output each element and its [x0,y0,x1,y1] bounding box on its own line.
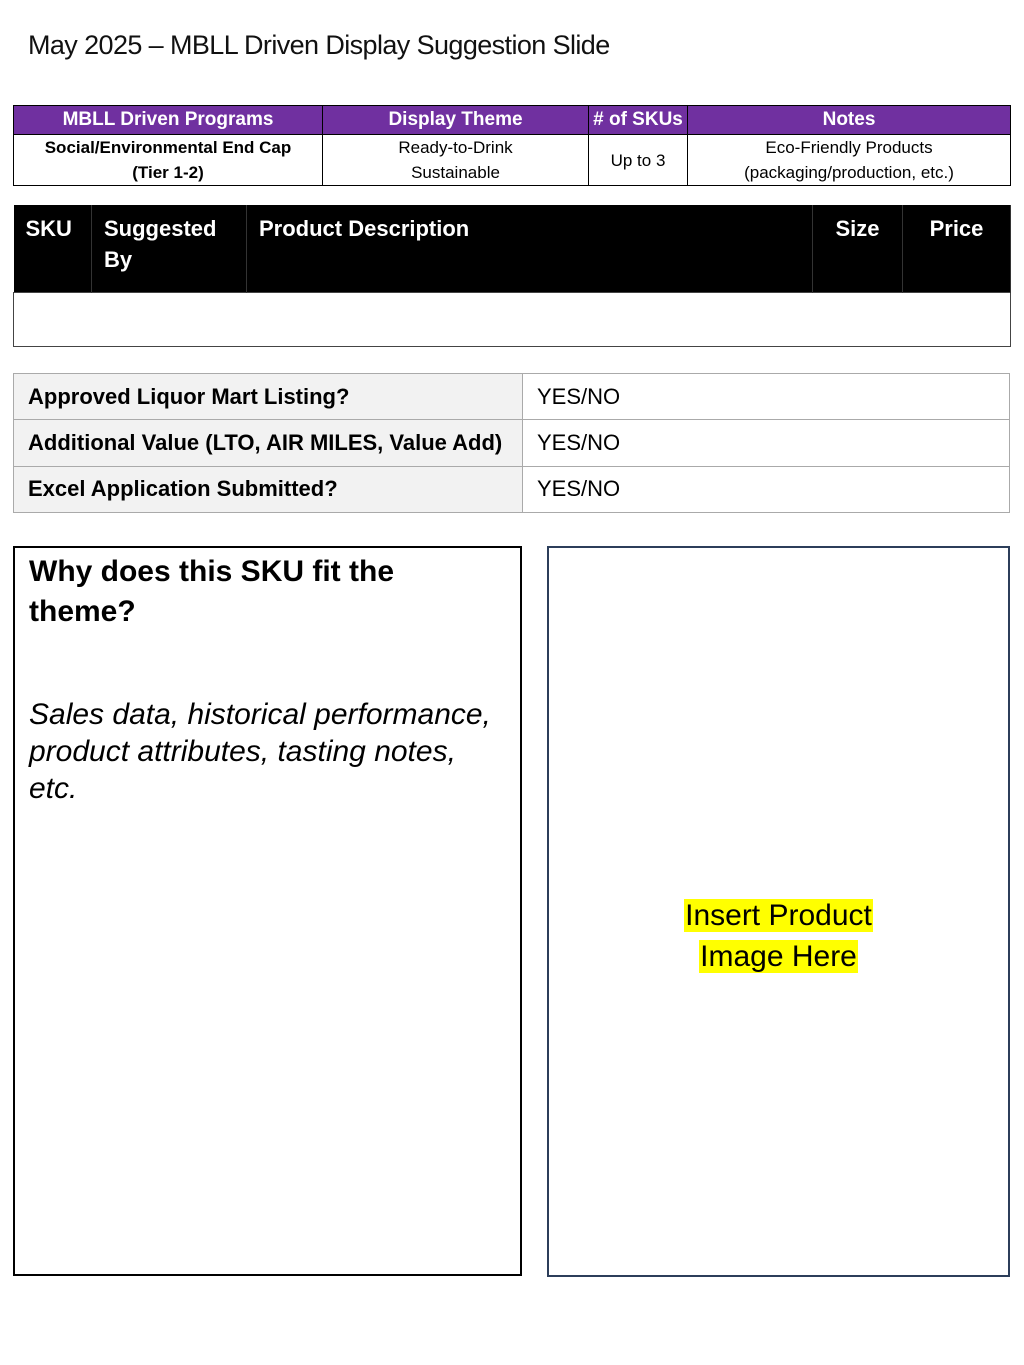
program-table-header [14,106,1011,135]
cell-skus: Up to 3 [589,135,688,186]
header-suggested-by: Suggested By [92,205,247,293]
cell-theme [323,135,589,186]
approval-row [14,466,1010,512]
header-display-theme: Display Theme [323,106,589,135]
header-notes: Notes [688,106,1011,135]
image-placeholder-text [549,895,1008,977]
program-line-1: Social/Environmental End Cap [44,138,292,157]
approval-answer[interactable]: YES/NO [523,420,1010,466]
notes-line-2: (packaging/production, etc.) [744,163,954,182]
header-num-skus: # of SKUs [589,106,688,135]
approval-row [14,420,1010,466]
why-fit-box[interactable] [13,546,522,1276]
approval-question: Additional Value (LTO, AIR MILES, Value Add) [14,420,523,466]
why-fit-body: Sales data, historical performance, product attributes, tasting notes, etc. [29,698,491,805]
approval-answer[interactable]: YES/NO [523,466,1010,512]
cell-notes [688,135,1011,186]
header-price: Price [903,205,1011,293]
program-table [13,105,1011,186]
page-title: May 2025 – MBLL Driven Display Suggestion Slide [28,30,610,60]
sku-entry-cell[interactable] [14,293,1011,347]
sku-table-header [14,205,1011,293]
program-table-row [14,135,1011,186]
image-placeholder-line-2: Image Here [700,940,857,973]
theme-line-1: Ready-to-Drink [398,138,513,157]
program-line-2: (Tier 1-2) [132,163,204,182]
header-programs: MBLL Driven Programs [14,106,323,135]
cell-program [14,135,323,186]
approval-answer[interactable]: YES/NO [523,374,1010,420]
header-product-description: Product Description [247,205,813,293]
approval-question: Approved Liquor Mart Listing? [14,374,523,420]
header-size: Size [813,205,903,293]
header-sku: SKU [14,205,92,293]
theme-line-2: Sustainable [411,163,500,182]
why-fit-heading: Why does this SKU fit the theme? [29,555,395,628]
approval-row [14,374,1010,420]
sku-table-entry-row [14,293,1011,347]
approval-table [13,373,1010,513]
sku-table [13,205,1011,347]
notes-line-1: Eco-Friendly Products [765,138,933,157]
approval-question: Excel Application Submitted? [14,466,523,512]
image-placeholder-line-1: Insert Product [685,899,872,932]
product-image-placeholder[interactable] [547,546,1010,1277]
